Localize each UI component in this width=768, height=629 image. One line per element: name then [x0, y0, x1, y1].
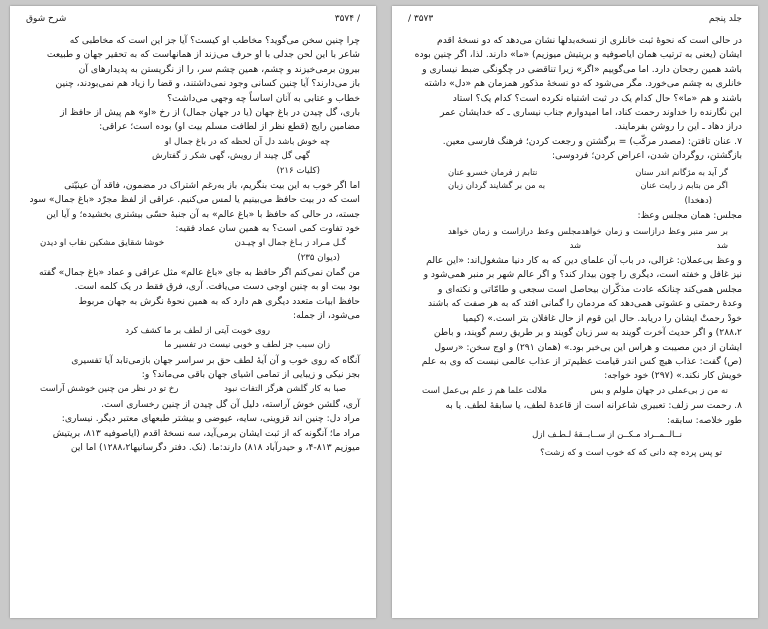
verse-hemistich: اگر من بتابم ز رایت عنان [640, 180, 728, 191]
left-header-title: شرح شوق [26, 14, 67, 24]
right-page-body [408, 34, 742, 460]
verse-hemistich: ملالت علما هم ز علم بی‌عمل است [422, 385, 548, 396]
text-line: باری، گل چیدن در باغ جهان (یا در جهان جمال) از رخ «او» هم پیش از حافظ از [60, 107, 360, 119]
verse-hemistich: گر آید به مژگانم اندر سنان [635, 166, 728, 177]
text-line: (ص) گفت: عذاب هیچ کس اندر قیامت عظیم‌تر از عذاب عالمی نیست که وی به علم [421, 355, 742, 367]
verse-line: تو پس پرده چه دانی که که خوب است و که زشت؟ [540, 447, 722, 458]
text-line: ۷. عنان تافتن: (مصدر مرکّب) = برگشتن و رجعت کردن؛ فرهنگ فارسی معین. [442, 135, 742, 147]
verse-couplet [408, 225, 742, 252]
text-line: میوزیم ۸۱۳-۴، و حیدرآباد ۸۱۸) دارند:ما. (نک. دفتر دگرسانیها۱۲۸۸،۲) اما این [70, 442, 360, 454]
text-line: است که در بیت حافظ می‌بینیم یا لمس می‌کنیم. عراقی از لفظ مجرّد «باغ جمال» سود [29, 194, 360, 206]
verse-line: نــالــمــراد مـکــن از ســابــقهٔ لـطـف ازل [532, 430, 682, 441]
text-line: چرا چنین سخن می‌گوید؟ مخاطب او کیست؟ آیا جز این است که مخاطبی که [69, 35, 360, 46]
verse-line: روی خوبت آیتی از لطف بر ما کشف کرد [125, 325, 270, 336]
text-line: طور خلاصه: سابقه: [666, 414, 742, 426]
verse-hemistich: نه من ز بی‌عملی در جهان ملولم و بس [590, 385, 728, 396]
text-line: بیرون برمی‌خیزند و چشم، همین چشم سر، را از نگریستن به پدیدارهای آن [78, 63, 360, 75]
text-line: آری، گلشن خوش آراسته، دلیل آن گل چیدن از چنین رخساری است. [101, 398, 360, 410]
text-line: ۸. رحمت سر زلف: تعبیری شاعرانه است از قاعدهٔ لطف، یا سابقهٔ لطف. یا به [445, 400, 742, 412]
verse-hemistich: به من بر گشایند گردان زبان [448, 180, 546, 191]
text-line: خانلری به چشم می‌خورد. مگر می‌شود که دو نسخهٔ مذکور همزمان هم «دل» داشته [424, 78, 742, 90]
text-line: بجز نیکی و زیبایی از تمامی اشیای جهان باقی می‌ماند؟ و: [141, 369, 360, 380]
text-line: اما اگر خوب به این بیت بنگریم، باز به‌رغم اشتراک در مضمون، فاقد آن عینیّتی [64, 179, 360, 191]
text-line: خودْ رحمتْ ایشان را دریابد. حال این قوم از حال غافلان بتر است.» (کیمیا [462, 312, 742, 324]
text-line: ایشان از دین مصیبت و هراس این بی‌خبر بود.» (همان ۲۹۱) و اوج سخن: «رسول [434, 341, 742, 353]
text-line: و وعظ بی‌عملان: غزالی، در باب آن علمای دین که به کار دنیا مشغول‌اند: «این عالم [426, 255, 742, 267]
text-line: ۲۸۸،۲) و اگر حدیث آخرت گویند به سر زبان گویند و بر طریق رسم گویند، و باطن [433, 327, 742, 339]
citation: (کلیات ۲۱۶) [276, 165, 320, 176]
verse-couplets [408, 225, 742, 252]
left-page-header [26, 14, 360, 24]
text-line: باشد همین رجحان دارد. اما می‌گوییم «اگر» زیرا تناقضی در چگونگی ضبط نیساری و [422, 63, 742, 75]
verse-line: زان سبب جز لطف و خوبی نیست در تفسیر ما [164, 340, 330, 351]
verse-couplet [40, 237, 346, 251]
citation: (دیوان ۲۳۵) [297, 252, 340, 263]
text-line: وعدهٔ رحمتی و عشوتی همی‌دهد که مردمان را گمانی افتد که به هر صفت که باشند [427, 298, 742, 310]
left-page [10, 6, 376, 618]
verse-couplets [408, 166, 742, 193]
verse-hemistich: خوشا شقایق مشکین نقاب او دیدن [40, 238, 165, 249]
text-line: مراد دل: چنین اند قزوینی، سایه، عیوضی و بیشتر طبعهای معتبر دیگر. نیساری: [61, 413, 360, 425]
text-line: دراز دهاد ـ این را روشن بفرمایند. [614, 121, 742, 133]
text-line: خویش کار نکند.» (۲۹۷) خود خواجه: [604, 370, 742, 382]
text-line: مضامین رایج (قطع نظر از لطافت مسلم بیت او) بوده است؛ عراقی: [99, 121, 360, 133]
verse-line: گهی گل چیند از رویش، گهی شکر ز گفتارش [152, 151, 310, 162]
verse-couplet [422, 385, 728, 399]
text-line: این نگارنده را خداوند رحمت کناد، اما امیدوارم جناب نیساری ـ که خدایشان عمر [440, 107, 742, 119]
verse-hemistich: نتابم ز فرمان خسرو عنان [448, 166, 538, 177]
verse-couplet [408, 166, 742, 180]
text-line: باشند و هم «ما»؟ حال کدام یک در ثبت اشتباه نکرده است؟ کدام یک؟ استاد [452, 92, 742, 104]
text-line: ایشان (یعنی به ترتیب همان ایاصوفیه و بریتیش میوزیم) «ما» دارند. لذا، اگر چنین بوده [414, 49, 742, 61]
text-line: جسته، در حالی که حافظ با «باغ عالم» به آن جنبهٔ حسّی بیشتری بخشیده؛ و آیا این [46, 208, 360, 220]
right-header-num: / ۳۵۷۳ [408, 14, 434, 24]
left-page-body [26, 34, 360, 456]
right-header-title: جلد پنجم [708, 14, 742, 24]
verse-hemistich: بر سر منبر وعظ درازاست و زمان خواهد شد [581, 226, 728, 250]
text-line: خود تفاوت کمی است؟ به همین سان عماد فقیه: [175, 223, 360, 235]
text-line: بازگشتن، روگردان شدن، اعراض کردن؛ فردوسی: [551, 150, 742, 162]
text-line: آنگاه که روی خوب و آن آیهٔ لطف حق بر سراسر جهان بازمی‌تابد آیا تفسیری [71, 354, 360, 366]
verse-line: چه خوش باشد دل آن لحظه که در باغ جمال او [164, 136, 330, 147]
text-line: می‌شود، از جمله: [293, 310, 360, 322]
right-page [392, 6, 758, 618]
text-line: در حالی است که نحوهٔ ثبت خانلری از نسخه‌بدلها نشان می‌دهد که دو نسخهٔ اقدم [437, 35, 742, 46]
verse-hemistich: گـل مـراد ز بـاغ جمال او چیـدن [234, 238, 346, 249]
verse-hemistich: مجلس وعظ درازاست و زمان خواهد شد [448, 226, 582, 250]
verse-hemistich: رخ تو در نظر من چنین خوشش آراست [40, 384, 179, 395]
citation: (دهخدا) [684, 195, 712, 206]
text-line: خطاب و عتابی به آنان اساساً چه وجهی می‌داشت؟ [167, 92, 360, 104]
text-line: مجلس: همان مجلس وعظ: [637, 209, 742, 221]
text-line: باز می‌دارند؟ آیا چنین کسانی وجود نمی‌داشتند، و قضا را زیاد هم نمی‌بودند، چنین [55, 78, 360, 90]
text-line: شاعر با این لحن جدلی با او حرف می‌زند از همانهاست که به تحقیر جهان و طبیعت [46, 49, 360, 61]
verse-couplet [40, 383, 346, 397]
text-line: بود بیت او به چنین اوجی دست می‌یافت. آری، فرق فقط در یک کلمه است. [74, 281, 360, 293]
right-page-header [408, 14, 742, 24]
text-line: حافظ ابیات متعدد دیگری هم دارد که به همین نحوهٔ نگرش به جهان مربوط [78, 295, 360, 307]
verse-hemistich: صبا به کار گلشن هرگز التفات نبود [224, 384, 346, 395]
text-line: مجلس همی‌کند چنانکه عادت مذکّران بیحاصل است سجعی و طامّاتی و نکته‌ای و [438, 283, 742, 295]
text-line: نیز غافل و خفته است، دیگری را چون بیدار کند؟ و اگر عالم شهر بر منبر همی‌شود و [423, 269, 742, 281]
left-header-num: ۳۵۷۴ / [334, 14, 360, 24]
text-line: من گمان نمی‌کنم اگر حافظ به جای «باغ عالم» مثل عراقی و عماد «باغ جمال» گفته [39, 266, 360, 278]
verse-couplet [408, 179, 742, 193]
text-line: مراد ما؛ آنگونه که از ثبت ایشان برمی‌آید، سه نسخهٔ اقدم (ایاصوفیه ۸۱۳، بریتیش [52, 427, 360, 439]
